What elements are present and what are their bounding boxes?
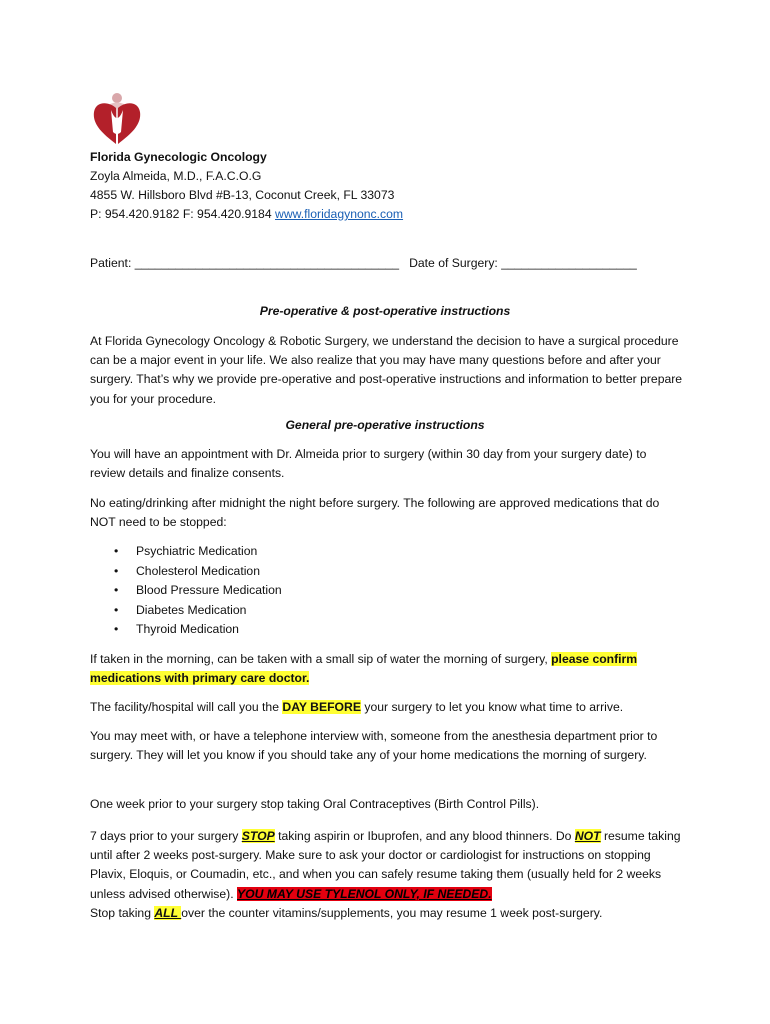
letterhead bbox=[90, 148, 403, 224]
phone-fax: P: 954.420.9182 F: 954.420.9184 bbox=[90, 207, 272, 221]
oral-contraceptives-paragraph: One week prior to your surgery stop taking Oral Contraceptives (Birth Control Pills). bbox=[90, 797, 540, 811]
approved-medications-list bbox=[90, 542, 282, 640]
blood-thinners-paragraph bbox=[90, 827, 684, 923]
list-item: • Cholesterol Medication bbox=[90, 562, 282, 582]
intro-paragraph: At Florida Gynecology Oncology & Robotic Surgery, we understand the decision to have a surgical procedure can be a major event in your life. We also realize that you may have many questions before and after your surgery. That’s why we provide pre-operative and post-operative instructions and information to better prepare you for your procedure. bbox=[90, 334, 683, 406]
patient-field[interactable]: Patient: _______________________________________ bbox=[90, 256, 400, 270]
date-of-surgery-field[interactable]: Date of Surgery: ____________________ bbox=[409, 256, 637, 270]
list-item: • Diabetes Medication bbox=[90, 601, 282, 621]
vitamins-after: over the counter vitamins/supplements, you may resume 1 week post-surgery. bbox=[181, 905, 603, 920]
stop-highlight: STOP bbox=[241, 829, 275, 843]
list-item: • Thyroid Medication bbox=[90, 620, 282, 640]
org-name: Florida Gynecologic Oncology bbox=[90, 150, 267, 164]
general-title: General pre-operative instructions bbox=[285, 418, 485, 432]
contact-line bbox=[90, 205, 403, 224]
appointment-paragraph: You will have an appointment with Dr. Almeida prior to surgery (within 30 day from your surgery date) to review details and finalize consents. bbox=[90, 447, 647, 481]
address: 4855 W. Hillsboro Blvd #B-13, Coconut Creek, FL 33073 bbox=[90, 188, 395, 202]
anesthesia-paragraph: You may meet with, or have a telephone interview with, someone from the anesthesia department prior to surgery. They will let you know if you should take any of your home medications the morning of surgery. bbox=[90, 729, 658, 763]
doctor-name: Zoyla Almeida, M.D., F.A.C.O.G bbox=[90, 169, 262, 183]
main-title: Pre-operative & post-operative instructions bbox=[259, 304, 511, 318]
vitamins-before: Stop taking bbox=[90, 905, 155, 920]
heart-figure-logo-icon bbox=[92, 92, 142, 146]
no-eating-paragraph: No eating/drinking after midnight the night before surgery. The following are approved medications that do NOT need to be stopped: bbox=[90, 496, 660, 530]
tylenol-warning: YOU MAY USE TYLENOL ONLY, IF NEEDED. bbox=[237, 886, 492, 901]
form-fields bbox=[90, 256, 637, 270]
all-highlight: ALL bbox=[154, 905, 182, 920]
blood-thinners-text: taking aspirin or Ibuprofen, and any blood thinners. Do bbox=[274, 829, 575, 843]
morning-paragraph bbox=[90, 650, 684, 688]
list-item: • Blood Pressure Medication bbox=[90, 581, 282, 601]
facility-paragraph bbox=[90, 698, 684, 717]
morning-text: If taken in the morning, can be taken with a small sip of water the morning of surgery, bbox=[90, 652, 552, 666]
day-before-highlight: DAY BEFORE bbox=[282, 700, 361, 714]
list-item: • Psychiatric Medication bbox=[90, 542, 282, 562]
website-link[interactable]: www.floridagynonc.com bbox=[275, 207, 404, 221]
not-highlight: NOT bbox=[574, 829, 601, 843]
confirm-highlight: please confirm medications with primary care doctor. bbox=[90, 652, 638, 686]
facility-before: The facility/hospital will call you the bbox=[90, 700, 283, 714]
resume-text: resume taking until after 2 weeks post-surgery. Make sure to ask your doctor or cardiologist for instructions on stopping Plavix, Eloquis, or Coumadin, etc., and when you can safely resume taking them (usually held for 2 weeks unless advised otherwise). bbox=[90, 829, 681, 901]
seven-days-text: 7 days prior to your surgery bbox=[90, 829, 242, 843]
facility-after: your surgery to let you know what time to arrive. bbox=[360, 700, 624, 714]
